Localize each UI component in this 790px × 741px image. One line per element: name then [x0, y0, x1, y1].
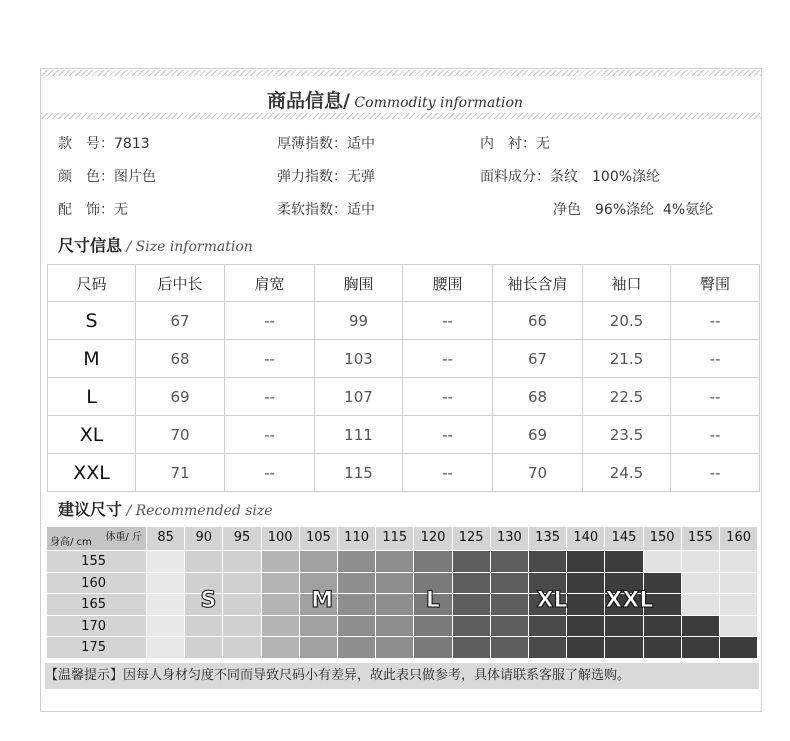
size-grid-cell	[682, 573, 720, 595]
table-cell: 68	[136, 340, 225, 378]
size-cell: XXL	[48, 454, 136, 492]
size-band-label: M	[311, 588, 334, 614]
table-row	[48, 340, 760, 378]
table-cell: 103	[315, 340, 403, 378]
rec-title-cn: 建议尺寸	[58, 500, 123, 519]
info-accessory: 配 饰：无	[58, 202, 128, 218]
size-grid-cell	[223, 637, 261, 659]
size-grid-cell	[414, 637, 452, 659]
table-cell: 99	[315, 302, 403, 340]
weight-header-cell: 145	[605, 527, 643, 551]
size-grid-cell	[720, 594, 758, 616]
header-cell: 肩宽	[225, 265, 315, 302]
size-grid-cell	[376, 637, 414, 659]
size-grid-cell	[453, 594, 491, 616]
weight-header-cell: 140	[567, 527, 605, 551]
size-grid-cell	[300, 637, 338, 659]
table-cell: 24.5	[583, 454, 671, 492]
table-cell: 70	[493, 454, 583, 492]
header-cell: 后中长	[136, 265, 225, 302]
table-cell: 67	[493, 340, 583, 378]
size-grid-cell	[567, 551, 605, 573]
size-band-label: XXL	[605, 588, 654, 614]
rec-title-en: / Recommended size	[122, 503, 273, 519]
size-grid-cell	[529, 551, 567, 573]
table-cell: 67	[136, 302, 225, 340]
size-grid-cell	[185, 551, 223, 573]
size-grid-cell	[682, 551, 720, 573]
size-grid-cell	[453, 573, 491, 595]
size-grid-cell	[185, 637, 223, 659]
warm-tip: 【温馨提示】因每人身材匀度不同而导致尺码小有差异，故此表只做参考，具体请联系客服了解选购。	[45, 663, 759, 689]
size-grid-cell	[567, 573, 605, 595]
size-grid-cell	[720, 616, 758, 638]
size-grid-cell	[147, 616, 185, 638]
size-grid-cell	[605, 616, 643, 638]
header-cell: 腰围	[403, 265, 493, 302]
size-grid-cell	[338, 616, 376, 638]
size-grid-cell	[300, 616, 338, 638]
size-grid-cell	[567, 637, 605, 659]
size-grid-cell	[262, 551, 300, 573]
weight-header-cell: 115	[376, 527, 414, 551]
size-band-label: L	[425, 588, 440, 614]
size-table	[47, 264, 760, 492]
info-elasticity: 弹力指数：无弹	[277, 169, 375, 185]
table-row	[48, 378, 760, 416]
size-cell: L	[48, 378, 136, 416]
size-grid-cell	[414, 551, 452, 573]
size-grid-cell	[453, 616, 491, 638]
height-row-label: 170	[47, 616, 147, 638]
title-hatch-divider	[41, 113, 761, 119]
size-grid-cell	[376, 551, 414, 573]
table-cell: 66	[493, 302, 583, 340]
size-grid-cell	[567, 616, 605, 638]
table-cell: --	[225, 454, 315, 492]
weight-header-cell: 160	[720, 527, 758, 551]
table-cell: 23.5	[583, 416, 671, 454]
size-grid-cell	[720, 551, 758, 573]
table-row	[48, 416, 760, 454]
weight-header-cell: 125	[453, 527, 491, 551]
weight-header-cell: 110	[338, 527, 376, 551]
weight-header-cell: 105	[300, 527, 338, 551]
rec-corner-cell	[47, 527, 147, 551]
size-grid-cell	[453, 551, 491, 573]
table-cell: 107	[315, 378, 403, 416]
size-grid-cell	[720, 573, 758, 595]
weight-header-cell: 130	[491, 527, 529, 551]
table-cell: 71	[136, 454, 225, 492]
info-thickness: 厚薄指数：适中	[277, 136, 375, 152]
header-cell: 臀围	[671, 265, 760, 302]
size-grid-cell	[338, 551, 376, 573]
size-grid-cell	[147, 594, 185, 616]
size-grid-cell	[338, 594, 376, 616]
recommended-size-chart	[47, 527, 758, 659]
info-softness: 柔软指数：适中	[277, 202, 375, 218]
size-grid-cell	[414, 616, 452, 638]
size-grid-cell	[491, 594, 529, 616]
size-grid-cell	[185, 616, 223, 638]
info-fabric-solid: 净色 96%涤纶 4%氨纶	[553, 202, 714, 218]
table-cell: 70	[136, 416, 225, 454]
table-cell: --	[225, 416, 315, 454]
table-cell: --	[403, 454, 493, 492]
size-grid-cell	[491, 551, 529, 573]
height-axis-label: 身高/ cm	[50, 537, 92, 548]
table-cell: --	[671, 340, 760, 378]
table-cell: --	[225, 302, 315, 340]
title-en: Commodity information	[349, 95, 523, 111]
table-cell: 20.5	[583, 302, 671, 340]
weight-header-cell: 85	[147, 527, 185, 551]
size-grid-cell	[567, 594, 605, 616]
top-hatch-divider	[41, 70, 761, 76]
table-cell: 111	[315, 416, 403, 454]
size-band-label: S	[200, 588, 217, 614]
table-cell: 21.5	[583, 340, 671, 378]
size-grid-cell	[682, 637, 720, 659]
table-cell: 69	[136, 378, 225, 416]
size-band-label: XL	[536, 588, 568, 614]
rec-section-title	[58, 497, 273, 520]
table-cell: --	[403, 340, 493, 378]
weight-header-cell: 100	[262, 527, 300, 551]
table-cell: --	[403, 416, 493, 454]
info-color: 颜 色：图片色	[58, 169, 156, 185]
table-row	[48, 454, 760, 492]
size-grid-cell	[147, 573, 185, 595]
size-grid-cell	[338, 637, 376, 659]
size-grid-cell	[338, 573, 376, 595]
table-cell: --	[225, 378, 315, 416]
size-grid-cell	[605, 637, 643, 659]
size-grid-cell	[644, 637, 682, 659]
header-cell: 袖口	[583, 265, 671, 302]
table-cell: --	[671, 416, 760, 454]
size-grid-cell	[147, 551, 185, 573]
size-grid-cell	[682, 594, 720, 616]
table-cell: 68	[493, 378, 583, 416]
size-grid-cell	[300, 551, 338, 573]
size-grid-cell	[491, 616, 529, 638]
height-row-label: 160	[47, 573, 147, 595]
height-row-label: 155	[47, 551, 147, 573]
size-grid-cell	[262, 637, 300, 659]
size-cell: S	[48, 302, 136, 340]
size-section-title	[58, 233, 253, 256]
size-grid-cell	[605, 551, 643, 573]
weight-header-cell: 155	[682, 527, 720, 551]
table-cell: 69	[493, 416, 583, 454]
size-grid-cell	[223, 594, 261, 616]
table-row	[48, 302, 760, 340]
size-grid-cell	[147, 637, 185, 659]
size-grid-cell	[491, 637, 529, 659]
info-lining: 内 衬：无	[480, 136, 550, 152]
table-cell: 22.5	[583, 378, 671, 416]
size-grid-cell	[682, 616, 720, 638]
header-cell: 胸围	[315, 265, 403, 302]
size-grid-cell	[376, 594, 414, 616]
size-grid-cell	[529, 616, 567, 638]
weight-header-cell: 135	[529, 527, 567, 551]
info-style-no: 款 号：7813	[58, 136, 150, 152]
size-grid-cell	[223, 616, 261, 638]
header-cell: 袖长含肩	[493, 265, 583, 302]
table-cell: --	[403, 302, 493, 340]
size-cell: M	[48, 340, 136, 378]
table-cell: --	[225, 340, 315, 378]
size-grid-cell	[223, 573, 261, 595]
size-grid-cell	[223, 551, 261, 573]
size-grid-cell	[262, 573, 300, 595]
weight-header-cell: 150	[644, 527, 682, 551]
weight-header-cell: 120	[414, 527, 452, 551]
table-cell: 115	[315, 454, 403, 492]
size-cell: XL	[48, 416, 136, 454]
size-grid-cell	[376, 616, 414, 638]
info-fabric: 面料成分：条纹 100%涤纶	[480, 169, 661, 185]
weight-header-cell: 95	[223, 527, 261, 551]
height-row-label: 165	[47, 594, 147, 616]
size-grid-cell	[644, 616, 682, 638]
size-grid-cell	[262, 594, 300, 616]
size-grid-cell	[644, 551, 682, 573]
size-grid-cell	[491, 573, 529, 595]
table-cell: --	[671, 378, 760, 416]
size-title-cn: 尺寸信息	[58, 236, 123, 255]
table-cell: --	[671, 454, 760, 492]
size-title-en: / Size information	[122, 239, 253, 255]
size-grid-cell	[262, 616, 300, 638]
size-grid-cell	[453, 637, 491, 659]
table-cell: --	[403, 378, 493, 416]
weight-axis-label: 体重/ 斤	[105, 532, 142, 543]
size-grid-cell	[376, 573, 414, 595]
header-cell: 尺码	[48, 265, 136, 302]
size-table-header-row	[48, 265, 760, 302]
size-grid-cell	[720, 637, 758, 659]
title-cn: 商品信息/	[267, 90, 350, 112]
page-title	[0, 86, 790, 113]
size-grid-cell	[529, 637, 567, 659]
table-cell: --	[671, 302, 760, 340]
height-row-label: 175	[47, 637, 147, 659]
weight-header-cell: 90	[185, 527, 223, 551]
